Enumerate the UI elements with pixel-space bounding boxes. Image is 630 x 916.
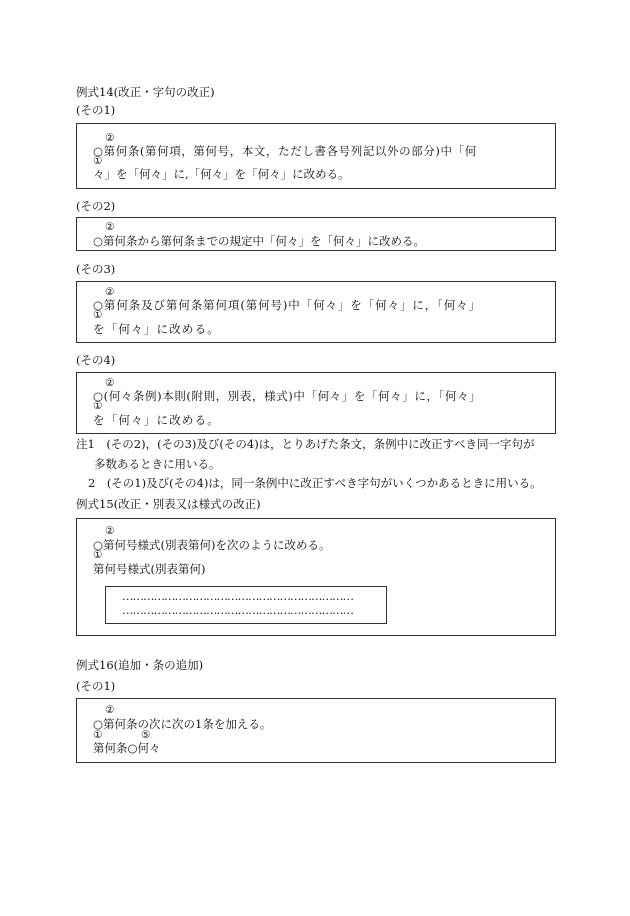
circled-mark: ②: [105, 525, 115, 537]
note-1: 注1 (その2)，(その3)及び(その4)は，とりあげた条文，条例中に改正すべき同一字句が: [76, 437, 535, 451]
form15-box: [76, 518, 556, 636]
circled-mark: ②: [105, 286, 115, 298]
circled-mark: ①: [93, 400, 103, 412]
form16-heading: 例式16(追加・条の追加): [76, 658, 204, 672]
form14-s4-label: (その4): [76, 353, 116, 367]
form14-s2-label: (その2): [76, 199, 116, 213]
box-text-line: 第何条○何々: [93, 741, 161, 755]
note-1-continued: 多数あるときに用いる。: [94, 457, 221, 471]
form14-s2-box: [76, 217, 556, 251]
form14-heading: 例式14(改正・字句の改正): [76, 85, 215, 99]
box-text-line: ○第何条(第何項，第何号，本文，ただし書各号列記以外の部分)中「何: [93, 144, 477, 158]
form14-s4-box: [76, 372, 556, 434]
dotted-line: …………………………………………………………: [122, 589, 353, 603]
circled-mark: ①: [93, 549, 103, 561]
box-text-line: ○第何号様式(別表第何)を次のように改める。: [93, 538, 331, 552]
form16-label: (その1): [76, 679, 116, 693]
box-text-line: ○第何条の次に次の1条を加える。: [93, 717, 272, 731]
form14-s3-label: (その3): [76, 262, 116, 276]
circled-mark: ②: [105, 132, 115, 144]
circled-mark: ①: [93, 729, 103, 741]
box-text-line: 々」を「何々」に,「何々」を「何々」に改める。: [93, 167, 350, 181]
box-text-line: ○第何条及び第何条第何項(第何号)中「何々」を「何々」に，「何々」: [93, 298, 481, 312]
box-text-line: ○第何条から第何条までの規定中「何々」を「何々」に改める。: [93, 234, 426, 248]
form14-s1-label: (その1): [76, 103, 116, 117]
box-text-line: を「何々」に改める。: [93, 413, 220, 427]
dotted-line: …………………………………………………………: [122, 603, 353, 617]
circled-mark: ①: [93, 309, 103, 321]
form14-s1-box: [76, 123, 556, 189]
form16-box: [76, 698, 556, 763]
box-text-line: を「何々」に改める。: [93, 322, 220, 336]
box-text-line: 第何号様式(別表第何): [93, 562, 206, 576]
form15-heading: 例式15(改正・別表又は様式の改正): [76, 497, 261, 511]
form14-s3-box: [76, 281, 556, 343]
circled-mark: ②: [105, 377, 115, 389]
circled-mark: ①: [93, 155, 103, 167]
circled-mark: ②: [105, 221, 115, 233]
form-placeholder-frame: [105, 586, 387, 624]
circled-mark: ②: [105, 704, 115, 716]
box-text-line: ○(何々条例)本則(附則，別表，様式)中「何々」を「何々」に，「何々」: [93, 389, 482, 403]
circled-mark: ⑤: [141, 729, 151, 741]
note-2: 2 (その1)及び(その4)は，同一条例中に改正すべき字句がいくつかあるときに用いる。: [88, 476, 542, 490]
